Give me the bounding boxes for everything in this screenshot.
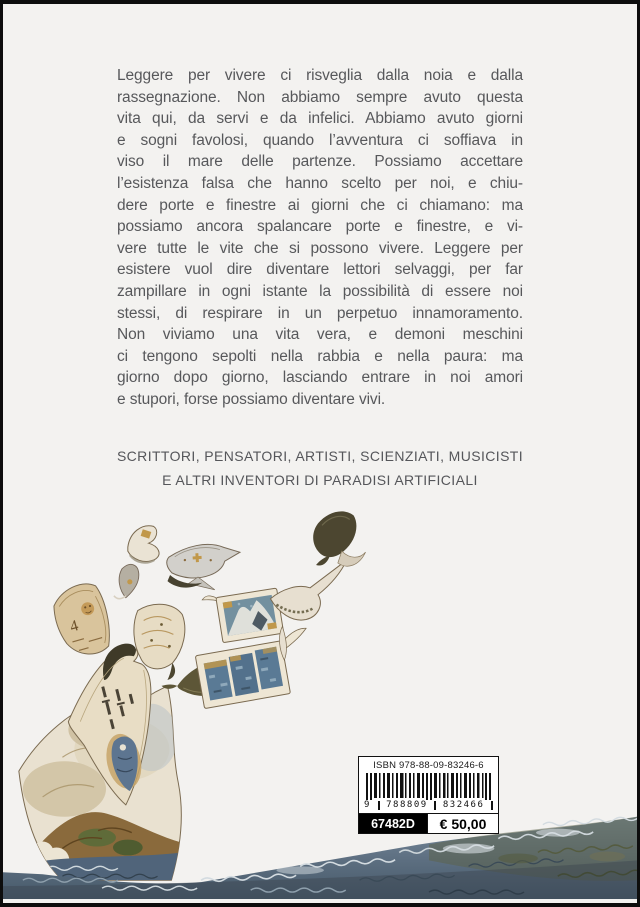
blurb-line: stessi, di respirare in un perpetuo innamoramento. bbox=[117, 304, 523, 322]
blurb-line: l’esistenza falsa che hanno scelto per noi, e chiu- bbox=[117, 174, 523, 192]
barcode-block bbox=[358, 756, 499, 834]
barcode-digits bbox=[359, 800, 498, 813]
blurb-line: rassegnazione. Non abbiamo sempre avuto questa bbox=[117, 88, 523, 106]
isbn-label: ISBN 978-88-09-83246-6 bbox=[373, 760, 484, 771]
barcode-digit-group: 832466 bbox=[442, 800, 485, 810]
guard-bar bbox=[491, 801, 493, 810]
blurb-line: giorno dopo giorno, lasciando entrare in noi amori bbox=[117, 369, 523, 387]
blurb-line: e sogni favolosi, quando l’avventura ci soffiava in bbox=[117, 131, 523, 149]
product-code: 67482D bbox=[359, 814, 427, 833]
blurb-line: zampillare in ogni istante la possibilità di essere noi bbox=[117, 282, 523, 300]
blurb-line: vere tutte le vite che si possono vivere. Leggere per bbox=[117, 239, 523, 257]
blurb-line: Leggere per vivere ci risveglia dalla noia e dalla bbox=[117, 67, 523, 84]
paper-dark-leaf bbox=[313, 511, 365, 566]
blurb-line: viso il mare delle partenze. Possiamo accettare bbox=[117, 153, 523, 171]
paper-white-curl bbox=[128, 526, 159, 563]
blurb-line: e stupori, forse possiamo diventare vivi. bbox=[117, 390, 386, 408]
blurb-line: ci tengono sepolti nella rabbia e nella paura: ma bbox=[117, 347, 523, 365]
price-row bbox=[359, 813, 498, 833]
blurb-line: esistere vuol dire diventare lettori selvaggi, per far bbox=[117, 261, 523, 279]
barcode-digit-group: 788809 bbox=[386, 800, 428, 810]
stamp-numeral: 4 bbox=[68, 617, 81, 636]
barcode-bars bbox=[366, 773, 491, 800]
blurb-line: vita qui, da servi e da infelici. Abbiamo avuto giorni bbox=[117, 110, 523, 128]
blurb-line: possiamo ancora spalancare porte e finestre, e vi- bbox=[117, 218, 523, 236]
paper-pointed-sheet bbox=[270, 560, 346, 660]
blurb-line: dere porte e finestre ai giorni che ci chiamano: ma bbox=[117, 196, 523, 214]
guard-bar bbox=[434, 801, 436, 810]
paper-single-postcard bbox=[202, 585, 284, 645]
price: € 50,00 bbox=[427, 814, 498, 833]
paper-silver-sheet bbox=[165, 542, 242, 593]
subtitle-line: SCRITTORI, PENSATORI, ARTISTI, SCIENZIATI, MUSICISTI bbox=[116, 448, 524, 464]
subtitle-line: E ALTRI INVENTORI DI PARADISI ARTIFICIALI bbox=[162, 472, 478, 488]
blurb-line: Non viviamo una vita vera, e demoni meschini bbox=[117, 326, 523, 344]
paper-triptych-postcard bbox=[194, 628, 317, 709]
paper-gray-curl bbox=[114, 564, 139, 598]
guard-bar bbox=[378, 801, 380, 810]
paper-tan-stamp-sheet bbox=[48, 580, 116, 662]
flying-pages-illustration bbox=[3, 4, 637, 903]
barcode-digit-group: 9 bbox=[364, 800, 371, 810]
